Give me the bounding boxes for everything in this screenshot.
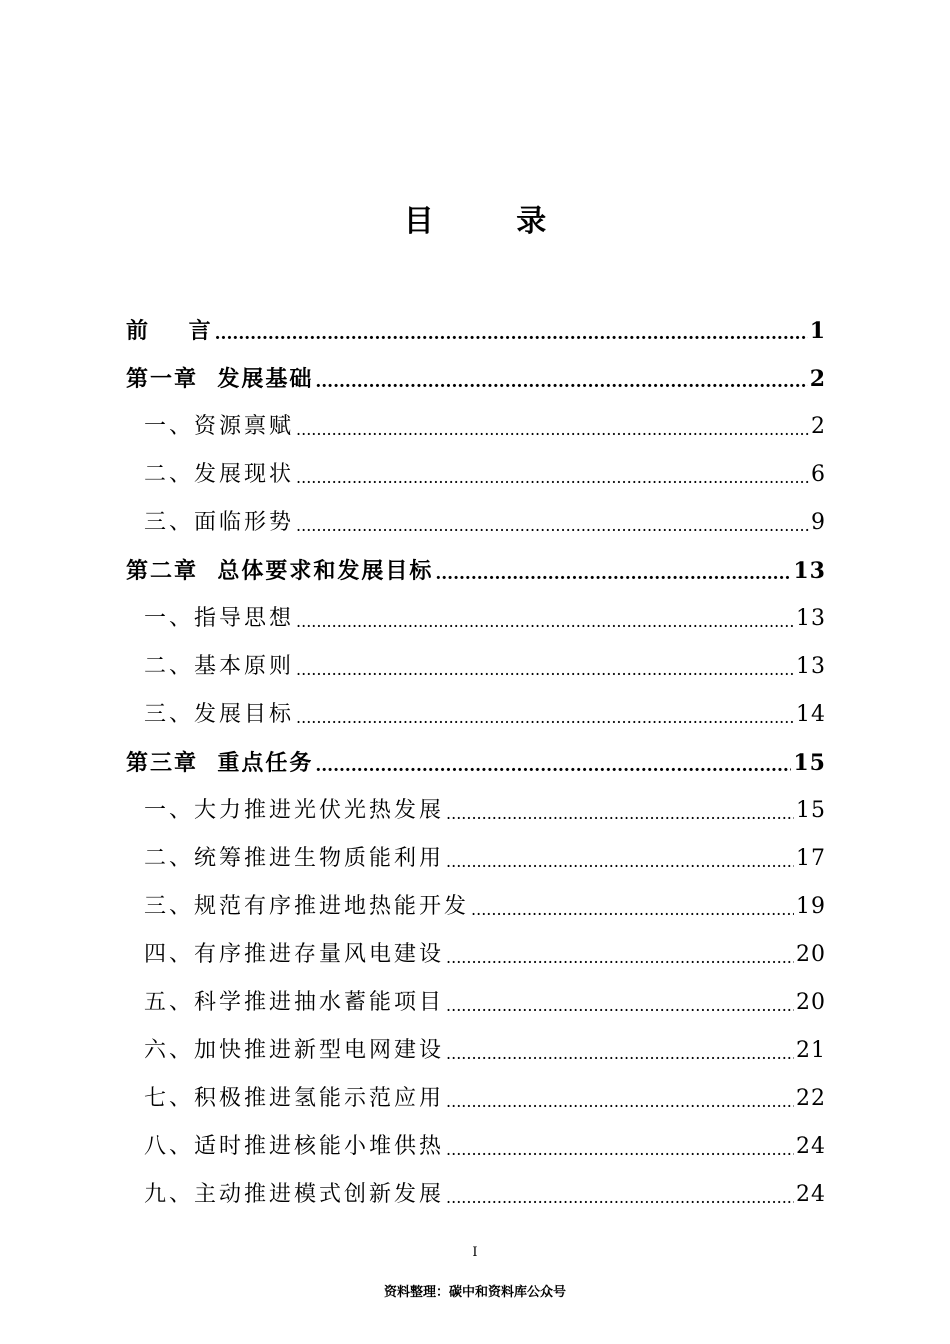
toc-entry-page: 24 (796, 1182, 826, 1207)
toc-entry-label: 五、科学推进抽水蓄能项目 (144, 990, 445, 1015)
dot-leader (435, 556, 791, 586)
toc-entry-label: 三、发展目标 (144, 702, 295, 727)
toc-entry-page: 15 (796, 798, 826, 823)
toc-entry-chapter-1[interactable] (126, 354, 826, 394)
toc-entry-page: 22 (796, 1086, 826, 1111)
dot-leader (446, 796, 794, 826)
dot-leader (296, 652, 794, 682)
dot-leader (446, 1180, 794, 1210)
toc-entry-page: 2 (811, 414, 826, 439)
dot-leader (296, 412, 809, 442)
toc-entry-page: 21 (796, 1038, 826, 1063)
dot-leader (296, 508, 809, 538)
page-number: I (472, 1245, 478, 1260)
footer-credit: 资料整理：碳中和资料库公众号 (383, 1285, 566, 1300)
toc-entry-section[interactable] (126, 642, 826, 682)
toc-entry-section[interactable] (126, 834, 826, 874)
toc-entry-page: 20 (796, 942, 826, 967)
toc-entry-page: 15 (793, 750, 826, 776)
dot-leader (471, 892, 794, 922)
toc-entry-page: 2 (809, 366, 826, 392)
dot-leader (315, 748, 791, 778)
toc-entry-section[interactable] (126, 1074, 826, 1114)
toc-entry-label: 一、大力推进光伏光热发展 (144, 798, 445, 823)
dot-leader (446, 844, 794, 874)
toc-entry-label: 六、加快推进新型电网建设 (144, 1038, 445, 1063)
dot-leader (296, 700, 794, 730)
toc-entry-label: 九、主动推进模式创新发展 (144, 1182, 445, 1207)
dot-leader (315, 364, 807, 394)
toc-entry-label: 第三章 重点任务 (126, 750, 314, 776)
toc-entry-preface[interactable] (126, 306, 826, 346)
dot-leader (446, 1132, 794, 1162)
toc-entry-section[interactable] (126, 450, 826, 490)
toc-entry-label: 三、面临形势 (144, 510, 295, 535)
toc-entry-page: 13 (793, 558, 826, 584)
toc-entry-page: 9 (811, 510, 826, 535)
dot-leader (296, 604, 794, 634)
toc-entry-section[interactable] (126, 1122, 826, 1162)
toc-entry-chapter-3[interactable] (126, 738, 826, 778)
toc-entry-section[interactable] (126, 786, 826, 826)
toc-entry-label: 七、积极推进氢能示范应用 (144, 1086, 445, 1111)
toc-entry-page: 24 (796, 1134, 826, 1159)
toc-entry-section[interactable] (126, 1170, 826, 1210)
toc-entry-page: 19 (796, 894, 826, 919)
toc-entry-page: 14 (796, 702, 826, 727)
dot-leader (446, 988, 794, 1018)
toc-entry-section[interactable] (126, 690, 826, 730)
toc-entry-section[interactable] (126, 930, 826, 970)
dot-leader (446, 1084, 794, 1114)
toc-entry-page: 13 (796, 654, 826, 679)
toc-entry-label: 四、有序推进存量风电建设 (144, 942, 445, 967)
toc-entry-label: 二、基本原则 (144, 654, 295, 679)
dot-leader (215, 316, 808, 346)
toc-entry-section[interactable] (126, 978, 826, 1018)
toc-entry-page: 20 (796, 990, 826, 1015)
toc-entry-page: 13 (796, 606, 826, 631)
dot-leader (446, 1036, 794, 1066)
toc-entry-label: 一、资源禀赋 (144, 414, 295, 439)
toc-entry-label: 第一章 发展基础 (126, 366, 314, 392)
toc-entry-label: 前 言 (126, 318, 213, 344)
toc-entry-label: 八、适时推进核能小堆供热 (144, 1134, 445, 1159)
toc-entry-section[interactable] (126, 882, 826, 922)
toc-entry-page: 6 (811, 462, 826, 487)
dot-leader (446, 940, 794, 970)
toc-entry-section[interactable] (126, 594, 826, 634)
page-title: 目 录 (403, 204, 583, 239)
toc-entry-section[interactable] (126, 402, 826, 442)
toc-entry-label: 一、指导思想 (144, 606, 295, 631)
toc-entry-label: 第二章 总体要求和发展目标 (126, 558, 434, 584)
toc-entry-page: 17 (796, 846, 826, 871)
toc-entry-section[interactable] (126, 1026, 826, 1066)
toc-entry-chapter-2[interactable] (126, 546, 826, 586)
dot-leader (296, 460, 809, 490)
toc-entry-label: 三、规范有序推进地热能开发 (144, 894, 470, 919)
toc-entry-label: 二、统筹推进生物质能利用 (144, 846, 445, 871)
toc-entry-label: 二、发展现状 (144, 462, 295, 487)
toc-entry-page: 1 (809, 318, 826, 344)
toc-entry-section[interactable] (126, 498, 826, 538)
